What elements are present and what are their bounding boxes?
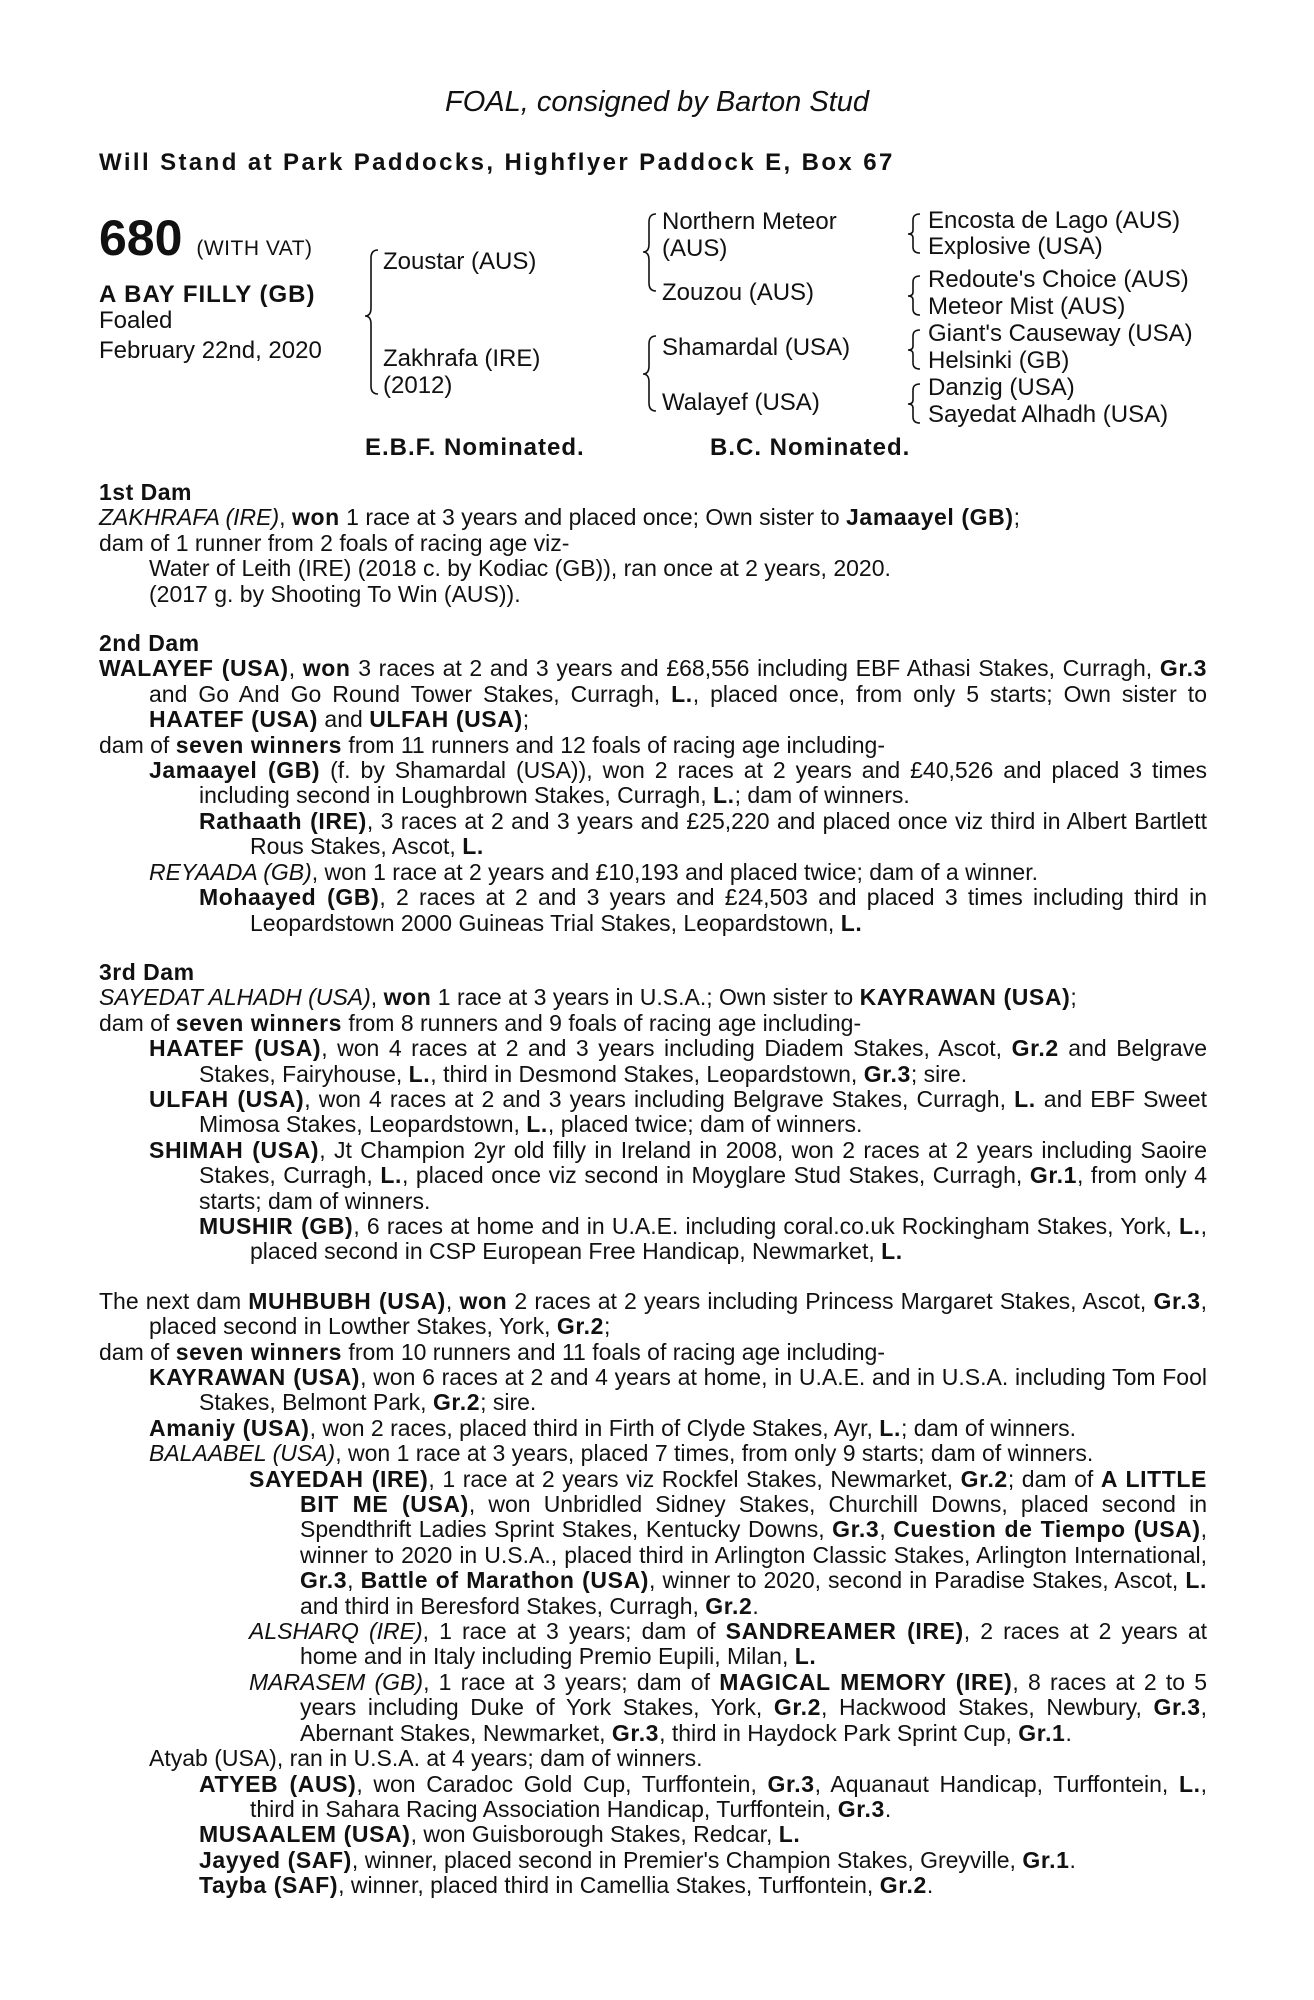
next-dam-p6 (99, 1467, 1207, 1619)
bold-run: Jayyed (SAF) (199, 1846, 352, 1873)
text-run: ; dam of (1007, 1465, 1101, 1492)
bold-run: L. (462, 833, 484, 860)
text-run: , Aquanaut Handicap, Turffontein, (814, 1770, 1179, 1797)
bold-run: won (459, 1287, 508, 1314)
italic-run: REYAADA (GB) (149, 858, 312, 885)
text-run: 1 race at 3 years and placed once; Own sister to (339, 504, 847, 531)
bold-run: MAGICAL MEMORY (IRE) (719, 1668, 1013, 1695)
section-gap (99, 607, 1207, 631)
bold-run: MUSHIR (GB) (199, 1212, 354, 1239)
text-run: , placed once viz second in Moyglare Stud Stakes, Curragh, (401, 1162, 1030, 1189)
first-dam-p4: (2017 g. by Shooting To Win (AUS)). (149, 580, 521, 607)
bold-run: Amaniy (USA) (149, 1414, 310, 1441)
text-run: , (288, 655, 303, 682)
third-dam-p4 (99, 1087, 1207, 1138)
bold-run: L. (1178, 1212, 1201, 1239)
text-run: , 1 race at 2 years viz Rockfel Stakes, Newmarket, (428, 1465, 961, 1492)
text-run: , (370, 984, 384, 1011)
pedigree-sire-dam: Zouzou (AUS) (662, 279, 815, 306)
text-run: ; sire. (910, 1060, 968, 1087)
text-run: from 10 runners and 11 foals of racing age including- (342, 1338, 885, 1365)
text-run: , third in Sahara Racing Association Handicap, Turffontein, (250, 1770, 1207, 1822)
second-dam-p5 (99, 860, 1207, 885)
bold-run: Gr.3 (832, 1516, 880, 1543)
bold-run: Gr.1 (1022, 1846, 1070, 1873)
text-run: , (879, 1516, 894, 1543)
text-run: , placed twice; dam of winners. (547, 1111, 863, 1138)
pedigree-sire: Zoustar (AUS) (383, 248, 537, 275)
bold-run: Battle of Marathon (USA) (360, 1567, 650, 1594)
text-run: The next dam (99, 1287, 249, 1314)
text-run: , winner, placed second in Premier's Champion Stakes, Greyville, (351, 1846, 1023, 1873)
text-run: ; dam of winners. (900, 1414, 1077, 1441)
bold-run: Gr.3 (300, 1567, 348, 1594)
bold-run: Gr.2 (879, 1872, 927, 1899)
text-run: , third in Haydock Park Sprint Cup, (659, 1719, 1019, 1746)
bold-run: Tayba (SAF) (199, 1872, 339, 1899)
bold-run: Gr.2 (773, 1694, 822, 1721)
text-run: , 2 races at 2 and 3 years and £24,503 and placed 3 times including third in Leopardstown 2000 Guineas Trial Stakes, Leopardstown, (250, 884, 1207, 936)
bc-nominated: B.C. Nominated. (710, 434, 911, 461)
bold-run: won (291, 504, 340, 531)
text-run: and Belgrave Stakes, Fairyhouse, (199, 1035, 1207, 1087)
bold-run: ULFAH (USA) (149, 1085, 305, 1112)
bold-run: L. (778, 1821, 801, 1848)
pedigree-g5: Giant's Causeway (USA) (928, 320, 1193, 347)
bold-run: HAATEF (USA) (149, 706, 319, 733)
bold-run: L. (1185, 1567, 1207, 1594)
italic-run: BALAABEL (USA) (149, 1440, 336, 1467)
second-dam-p3 (99, 758, 1207, 809)
foaled-label: Foaled (99, 307, 173, 334)
bold-run: L. (526, 1111, 548, 1138)
text-run: , won Unbridled Sidney Stakes, Churchill Downs, placed second in Spendthrift Ladies Sprint Stakes, Kentucky Downs, (300, 1491, 1207, 1543)
first-dam-heading: 1st Dam (99, 479, 192, 505)
bold-run: KAYRAWAN (USA) (859, 984, 1071, 1011)
text-run: dam of (99, 731, 176, 758)
text-run: , placed second in Lowther Stakes, York, (149, 1287, 1207, 1340)
bold-run: Gr.3 (1153, 1287, 1201, 1314)
text-run: . (1065, 1719, 1072, 1746)
text-run: , winner to 2020 in U.S.A., placed third in Arlington Classic Stakes, Arlington International, (300, 1516, 1208, 1568)
stand-location: Will Stand at Park Paddocks, Highflyer Paddock E, Box 67 (99, 149, 895, 176)
third-dam-p3 (99, 1036, 1207, 1087)
section-gap (99, 936, 1207, 960)
second-dam-p1 (99, 656, 1207, 732)
section-gap (99, 1265, 1207, 1289)
text-run: , third in Desmond Stakes, Leopardstown, (430, 1060, 864, 1087)
pedigree-sire-sire-name: Northern Meteor (662, 208, 837, 235)
italic-run: SAYEDAT ALHADH (USA) (99, 984, 371, 1011)
bold-run: MUSAALEM (USA) (199, 1821, 411, 1848)
pedigree-dam-dam: Walayef (USA) (662, 389, 820, 416)
text-run: 1 race at 3 years in U.S.A.; Own sister to (431, 984, 860, 1011)
pedigree-g2: Explosive (USA) (928, 233, 1103, 260)
pedigree-g6: Helsinki (GB) (928, 347, 1070, 374)
bold-run: L. (840, 909, 863, 936)
third-dam-p6 (99, 1214, 1207, 1265)
bold-run: Gr.1 (1018, 1719, 1066, 1746)
next-dam-p1 (99, 1289, 1207, 1340)
second-dam-heading: 2nd Dam (99, 630, 200, 657)
pedigree-dam (383, 345, 540, 399)
text-run: . (884, 1795, 892, 1822)
text-run: , won 4 races at 2 and 3 years including Belgrave Stakes, Curragh, (304, 1085, 1015, 1112)
bold-run: Gr.3 (767, 1770, 815, 1797)
text-run: , won 2 races, placed third in Firth of Clyde Stakes, Ayr, (309, 1414, 880, 1441)
text-run: and third in Beresford Stakes, Curragh, (300, 1592, 706, 1619)
text-run: (f. by Shamardal (USA)), won 2 races at 2 years and £40,526 and placed 3 times including second in Loughbrown Stakes, Curragh, (199, 757, 1207, 809)
consignment-heading: FOAL, consigned by Barton Stud (445, 86, 869, 118)
bold-run: L. (881, 1238, 903, 1265)
bold-run: Gr.3 (837, 1795, 885, 1822)
text-run: , won Guisborough Stakes, Redcar, (410, 1821, 779, 1848)
bold-run: Cuestion de Tiempo (USA) (893, 1516, 1201, 1543)
text-run: , winner to 2020, second in Paradise Stakes, Ascot, (649, 1567, 1186, 1594)
bold-run: MUHBUBH (USA) (248, 1287, 446, 1314)
next-dam-p12 (99, 1848, 1207, 1873)
text-run: ; (1013, 504, 1021, 531)
text-run: , (445, 1287, 460, 1314)
lot-number-value: 680 (99, 210, 183, 266)
bold-run: Gr.2 (1011, 1035, 1059, 1062)
bold-run: Jamaayel (GB) (846, 504, 1014, 531)
bold-run: Rathaath (IRE) (199, 807, 367, 834)
text-run: and Go And Go Round Tower Stakes, Curragh, (149, 680, 672, 707)
text-run: , Abernant Stakes, Newmarket, (300, 1694, 1207, 1746)
first-dam-p2: dam of 1 runner from 2 foals of racing age viz- (99, 529, 570, 556)
bold-run: Gr.3 (1159, 655, 1207, 682)
text-run: , from only 4 starts; dam of winners. (199, 1162, 1208, 1214)
text-run: ; (522, 706, 530, 733)
second-dam-p2 (99, 733, 1207, 758)
bold-run: ULFAH (USA) (369, 706, 523, 733)
bold-run: L. (1178, 1770, 1201, 1797)
bold-run: WALAYEF (USA) (99, 655, 289, 682)
text-run: . (1069, 1846, 1076, 1873)
third-dam-p2 (99, 1011, 1207, 1036)
bold-run: won (302, 655, 351, 682)
next-dam-p2 (99, 1340, 1207, 1365)
text-run: , 1 race at 3 years; dam of (423, 1668, 720, 1695)
next-dam-p4 (99, 1416, 1207, 1441)
bold-run: Gr.1 (1029, 1162, 1077, 1189)
bold-run: Gr.3 (863, 1060, 911, 1087)
italic-run: ALSHARQ (IRE) (249, 1618, 423, 1645)
text-run: , 3 races at 2 and 3 years and £25,220 and placed once viz third in Albert Bartlett Rous Stakes, Ascot, (250, 807, 1207, 860)
next-dam-p11 (99, 1822, 1207, 1847)
pedigree-g4: Meteor Mist (AUS) (928, 293, 1126, 320)
text-run: ; sire. (480, 1389, 537, 1416)
text-run: , placed once, from only 5 starts; Own sister to (692, 680, 1207, 707)
foaled-date: February 22nd, 2020 (99, 337, 322, 364)
text-run: , (347, 1567, 361, 1594)
pedigree-dam-name: Zakhrafa (IRE) (383, 345, 541, 372)
next-dam-p10 (99, 1772, 1207, 1823)
text-run: , placed second in CSP European Free Handicap, Newmarket, (250, 1212, 1208, 1265)
bold-run: Jamaayel (GB) (149, 757, 321, 784)
bold-run: ATYEB (AUS) (199, 1770, 357, 1797)
text-run: from 11 runners and 12 foals of racing age including- (342, 731, 885, 758)
lot-description: A BAY FILLY (GB) (99, 281, 316, 308)
text-run: , won 1 race at 2 years and £10,193 and placed twice; dam of a winner. (311, 858, 1038, 885)
bold-run: won (383, 984, 432, 1011)
text-run: ; (604, 1313, 611, 1340)
third-dam-heading: 3rd Dam (99, 958, 195, 985)
bold-run: L. (408, 1060, 431, 1087)
bold-run: L. (794, 1643, 817, 1670)
bold-run: SAYEDAH (IRE) (249, 1465, 429, 1492)
text-run: and (318, 706, 370, 733)
pedigree-dam-sire: Shamardal (USA) (662, 334, 851, 361)
text-run: , 6 races at home and in U.A.E. including coral.co.uk Rockingham Stakes, York, (353, 1212, 1179, 1239)
next-dam-p5 (99, 1441, 1207, 1466)
bold-run: Gr.2 (556, 1313, 605, 1340)
text-run: , won Caradoc Gold Cup, Turffontein, (356, 1770, 768, 1797)
next-dam-p9: Atyab (USA), ran in U.S.A. at 4 years; dam of winners. (149, 1745, 703, 1772)
pedigree-g1: Encosta de Lago (AUS) (928, 207, 1181, 234)
bold-run: seven winners (175, 731, 343, 758)
italic-run: ZAKHRAFA (IRE) (99, 504, 280, 531)
bold-run: seven winners (175, 1338, 343, 1365)
bold-run: L. (380, 1162, 402, 1189)
text-run: ; (1070, 984, 1077, 1011)
text-run: , (279, 504, 292, 531)
ebf-nominated: E.B.F. Nominated. (365, 434, 585, 461)
bold-run: L. (671, 680, 693, 707)
text-run: , won 6 races at 2 and 4 years at home, in U.A.E. and in U.S.A. including Tom Fool Stakes, Belmont Park, (199, 1364, 1207, 1416)
text-run: 2 races at 2 years including Princess Margaret Stakes, Ascot, (507, 1287, 1154, 1314)
italic-run: MARASEM (GB) (249, 1668, 424, 1695)
bold-run: Mohaayed (GB) (199, 884, 380, 911)
bold-run: SHIMAH (USA) (149, 1136, 320, 1163)
pedigree-g8: Sayedat Alhadh (USA) (928, 401, 1169, 428)
text-run: 3 races at 2 and 3 years and £68,556 including EBF Athasi Stakes, Curragh, (350, 655, 1160, 682)
next-dam-p8 (99, 1670, 1207, 1746)
text-run: and EBF Sweet Mimosa Stakes, Leopardstown, (199, 1085, 1208, 1138)
second-dam-p6 (99, 885, 1207, 936)
bold-run: L. (879, 1414, 901, 1441)
bold-run: Gr.2 (705, 1592, 753, 1619)
catalogue-body (99, 480, 1207, 1899)
text-run: from 8 runners and 9 foals of racing age including- (342, 1009, 862, 1036)
text-run: , Hackwood Stakes, Newbury, (821, 1694, 1154, 1721)
text-run: dam of (99, 1009, 176, 1036)
first-dam-p1 (99, 505, 1207, 530)
bold-run: Gr.3 (611, 1719, 660, 1746)
bold-run: SANDREAMER (IRE) (725, 1618, 964, 1645)
text-run: , Jt Champion 2yr old filly in Ireland in 2008, won 2 races at 2 years including Saoire Stakes, Curragh, (199, 1136, 1207, 1189)
first-dam-p3: Water of Leith (IRE) (2018 c. by Kodiac (GB)), ran once at 2 years, 2020. (149, 555, 891, 582)
third-dam-p5 (99, 1138, 1207, 1214)
text-run: . (926, 1872, 934, 1899)
pedigree-sire-sire (662, 208, 837, 262)
bold-run: KAYRAWAN (USA) (149, 1364, 361, 1390)
next-dam-p13 (99, 1873, 1207, 1898)
text-run: ; dam of winners. (734, 782, 910, 809)
pedigree-sire-sire-country: (AUS) (662, 235, 728, 262)
bold-run: Gr.3 (1153, 1694, 1201, 1721)
next-dam-p3 (99, 1365, 1207, 1416)
third-dam-p1 (99, 985, 1207, 1010)
text-run: , 2 races at 2 years at home and in Italy including Premio Eupili, Milan, (300, 1618, 1207, 1670)
bold-run: L. (713, 782, 735, 809)
bold-run: Gr.2 (432, 1389, 481, 1416)
next-dam-p7 (99, 1619, 1207, 1670)
text-run: , won 1 race at 3 years, placed 7 times, from only 9 starts; dam of winners. (335, 1440, 1094, 1467)
bold-run: HAATEF (USA) (149, 1035, 322, 1062)
pedigree-g7: Danzig (USA) (928, 374, 1075, 401)
second-dam-p4 (99, 809, 1207, 860)
vat-note: (WITH VAT) (196, 237, 313, 260)
bold-run: L. (1014, 1085, 1036, 1112)
bold-run: A LITTLE BIT ME (USA) (300, 1465, 1207, 1518)
bold-run: Gr.2 (960, 1465, 1008, 1492)
text-run: , 8 races at 2 to 5 years including Duke of York Stakes, York, (300, 1668, 1208, 1721)
text-run: , won 4 races at 2 and 3 years including Diadem Stakes, Ascot, (321, 1035, 1012, 1062)
pedigree-dam-year: (2012) (383, 372, 453, 399)
bold-run: seven winners (175, 1009, 343, 1036)
text-run: , 1 race at 3 years; dam of (422, 1618, 726, 1645)
pedigree-g3: Redoute's Choice (AUS) (928, 266, 1189, 293)
text-run: , winner, placed third in Camellia Stakes, Turffontein, (338, 1872, 880, 1899)
text-run: . (752, 1592, 759, 1619)
text-run: dam of (99, 1338, 176, 1365)
